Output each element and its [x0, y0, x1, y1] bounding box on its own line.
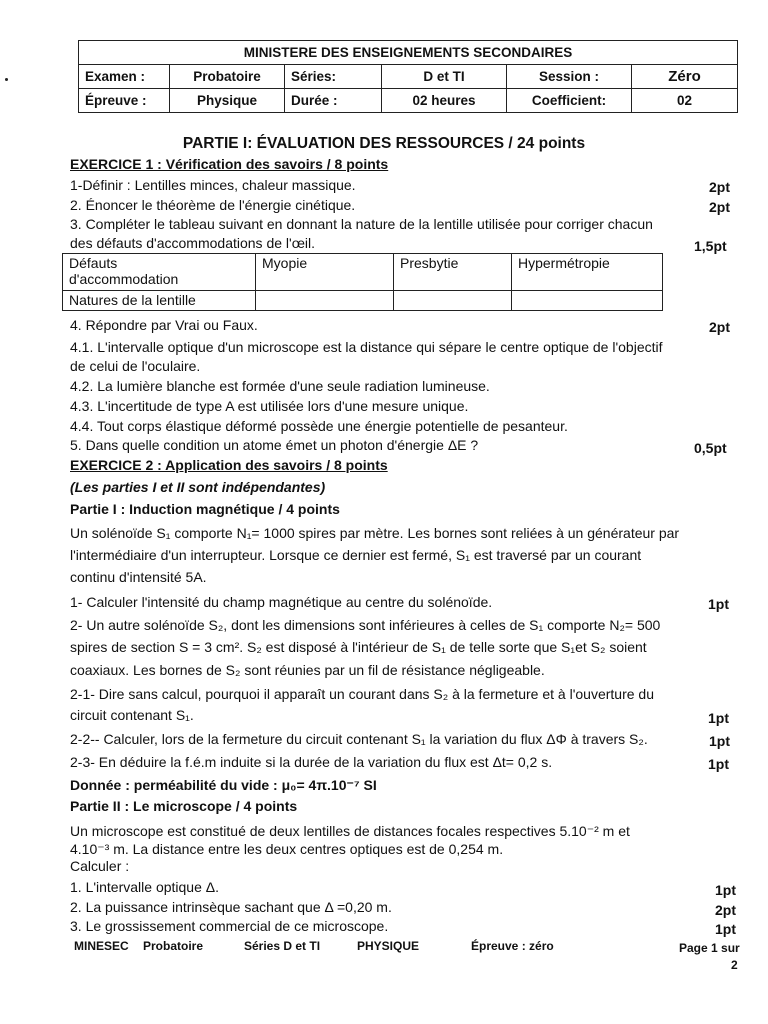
ex2-q1-points: 1pt: [708, 596, 729, 612]
ex1-q44: 4.4. Tout corps élastique déformé possède une énergie potentielle de pesanteur.: [70, 418, 568, 434]
defauts-header: [63, 254, 256, 291]
coefficient-value: 02: [632, 89, 738, 113]
ex1-q41-line2: de celui de l'oculaire.: [70, 358, 201, 374]
ex1-q4-points: 2pt: [709, 319, 730, 335]
ex2-m1: 1. L'intervalle optique Δ.: [70, 879, 220, 895]
ex1-q43: 4.3. L'incertitude de type A est utilisée lors d'une mesure unique.: [70, 398, 469, 414]
presbytie-header: Presbytie: [394, 254, 512, 291]
ex2-note: (Les parties I et II sont indépendantes): [70, 479, 326, 495]
footer-minesec: MINESEC: [74, 939, 129, 953]
ex2-donnee: Donnée : perméabilité du vide : μ₀= 4π.10⁻⁷ SI: [70, 777, 377, 793]
ex2-m1-points: 1pt: [715, 882, 736, 898]
ex2-q22-points: 1pt: [709, 733, 730, 749]
duree-value: 02 heures: [382, 89, 507, 113]
presbytie-answer-cell: [394, 291, 512, 311]
ex2-m2-points: 2pt: [715, 902, 736, 918]
hypermetropie-answer-cell: [512, 291, 663, 311]
ex1-q3-line1: 3. Compléter le tableau suivant en donnant la nature de la lentille utilisée pour corriger chacun: [70, 216, 653, 232]
ex1-q42: 4.2. La lumière blanche est formée d'une seule radiation lumineuse.: [70, 378, 490, 394]
footer-page: Page 1 sur: [679, 941, 740, 955]
ex1-q2: 2. Énoncer le théorème de l'énergie cinétique.: [70, 197, 356, 213]
coefficient-label: Coefficient:: [507, 89, 632, 113]
footer-page-total: 2: [731, 958, 738, 972]
footer-epreuve: Épreuve : zéro: [471, 939, 554, 953]
examen-label: Examen :: [79, 65, 170, 89]
duree-label: Durée :: [285, 89, 382, 113]
ex2-q22: 2-2-- Calculer, lors de la fermeture du circuit contenant S₁ la variation du flux ΔΦ à travers S₂.: [70, 731, 648, 747]
footer-subject: PHYSIQUE: [357, 939, 420, 953]
scan-speck: [5, 78, 8, 81]
ex2-m3-points: 1pt: [715, 921, 736, 937]
session-value: Zéro: [632, 65, 738, 89]
ex2-calculer: Calculer :: [70, 858, 130, 874]
ex2-m2: 2. La puissance intrinsèque sachant que Δ =0,20 m.: [70, 899, 392, 915]
defauts-header-line2: d'accommodation: [69, 271, 179, 287]
ex1-q3-points: 1,5pt: [694, 238, 727, 254]
ex1-q4: 4. Répondre par Vrai ou Faux.: [70, 317, 258, 333]
exam-header-table: [78, 40, 738, 113]
ex2-q21-line2: circuit contenant S₁.: [70, 707, 194, 723]
ex2-partie2-title: Partie II : Le microscope / 4 points: [70, 798, 298, 814]
ex2-q21-points: 1pt: [708, 710, 729, 726]
ex2-q2-line3: coaxiaux. Les bornes de S₂ sont réunies par un fil de résistance négligeable.: [70, 662, 545, 678]
ex1-q3-line2: des défauts d'accommodations de l'œil.: [70, 235, 316, 251]
examen-value: Probatoire: [170, 65, 285, 89]
epreuve-value: Physique: [170, 89, 285, 113]
ex1-q5-points: 0,5pt: [694, 440, 727, 456]
session-label: Session :: [507, 65, 632, 89]
footer-probatoire: Probatoire: [143, 939, 204, 953]
partie1-title: PARTIE I: ÉVALUATION DES RESSOURCES / 24 points: [182, 135, 586, 152]
ex1-q2-points: 2pt: [709, 199, 730, 215]
ex2-q1: 1- Calculer l'intensité du champ magnétique au centre du solénoïde.: [70, 594, 493, 610]
ex2-partie1-title: Partie I : Induction magnétique / 4 points: [70, 501, 340, 517]
ex2-p1-line3: continu d'intensité 5A.: [70, 569, 207, 585]
series-label: Séries:: [285, 65, 382, 89]
ex1-q1: 1-Définir : Lentilles minces, chaleur massique.: [70, 177, 356, 193]
ex2-p2-line1: Un microscope est constitué de deux lentilles de distances focales respectives 5.10⁻² m et: [70, 823, 630, 839]
natures-lentille-label: Natures de la lentille: [63, 291, 256, 311]
defauts-header-line1: Défauts: [69, 255, 118, 271]
ex2-q23: 2-3- En déduire la f.é.m induite si la durée de la variation du flux est Δt= 0,2 s.: [70, 754, 553, 770]
ex2-q21-line1: 2-1- Dire sans calcul, pourquoi il apparaît un courant dans S₂ à la fermeture et à l'ouverture du: [70, 686, 654, 702]
ex1-q1-points: 2pt: [709, 179, 730, 195]
accommodation-table: [62, 253, 663, 311]
hypermetropie-header: Hypermétropie: [512, 254, 663, 291]
ex2-p1-line2: l'intermédiaire d'un interrupteur. Lorsque ce dernier est fermé, S₁ est traversé par un courant: [70, 547, 642, 563]
ex2-m3: 3. Le grossissement commercial de ce microscope.: [70, 918, 389, 934]
epreuve-label: Épreuve :: [79, 89, 170, 113]
ex2-q23-points: 1pt: [708, 756, 729, 772]
ex1-title: EXERCICE 1 : Vérification des savoirs / 8 points: [70, 156, 389, 172]
ex1-q5: 5. Dans quelle condition un atome émet un photon d'énergie ΔE ?: [70, 437, 479, 453]
ex2-q2-line1: 2- Un autre solénoïde S₂, dont les dimensions sont inférieures à celles de S₁ comporte N₂= 500: [70, 617, 661, 633]
ex1-q41-line1: 4.1. L'intervalle optique d'un microscope est la distance qui sépare le centre optique de l'objectif: [70, 339, 663, 355]
ex2-title: EXERCICE 2 : Application des savoirs / 8 points: [70, 457, 388, 473]
myopie-answer-cell: [256, 291, 394, 311]
series-value: D et TI: [382, 65, 507, 89]
ministry-name: MINISTERE DES ENSEIGNEMENTS SECONDAIRES: [79, 41, 738, 65]
ex2-p1-line1: Un solénoïde S₁ comporte N₁= 1000 spires par mètre. Les bornes sont reliées à un générateur par: [70, 525, 680, 541]
ex2-p2-line2: 4.10⁻³ m. La distance entre les deux centres optiques est de 0,254 m.: [70, 841, 504, 857]
ex2-q2-line2: spires de section S = 3 cm². S₂ est disposé à l'intérieur de S₁ de telle sorte que S₁et S₂ soient: [70, 639, 647, 655]
footer-series: Séries D et TI: [244, 939, 321, 953]
myopie-header: Myopie: [256, 254, 394, 291]
